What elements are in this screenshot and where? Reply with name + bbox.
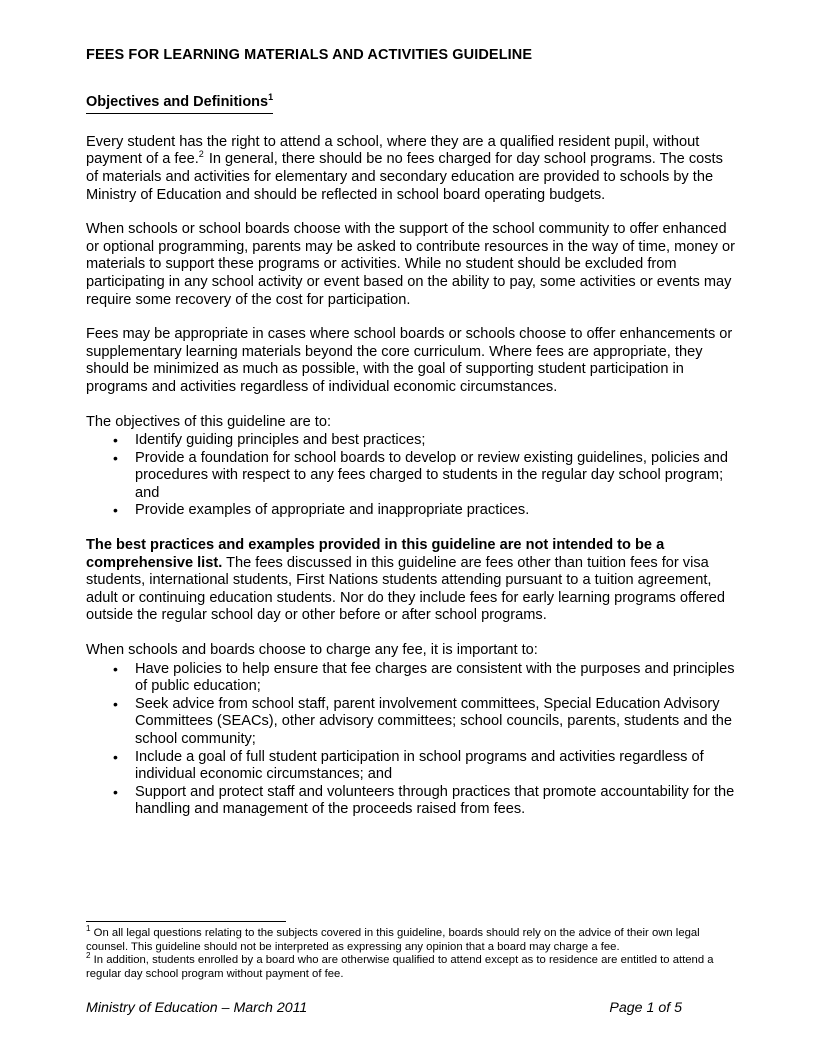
document-body [86,47,738,836]
footer-source: Ministry of Education – March 2011 [86,1000,308,1016]
paragraph-4 [86,537,738,625]
paragraph-4-rest: The fees discussed in this guideline are fees other than tuition fees for visa students, international students, First Nations students attending pursuant to a tuition agreement, adult or continuing education students. Nor do they include fees for early learning programs offered outside the regular school day or other before or after school programs. [86,554,725,624]
list-item: • Seek advice from school staff, parent involvement committees, Special Education Advisory Committees (SEACs), other advisory committees; school councils, parents, students and the school community; [86,696,738,749]
footnote-1-text: On all legal questions relating to the subjects covered in this guideline, boards should rely on the advice of their own legal counsel. This guideline should not be interpreted as expressing any opinion that a board may charge a fee. [86,927,700,953]
paragraph-1-part2: In general, there should be no fees charged for day school programs. The costs of materials and activities for elementary and secondary education are provided to schools by the Ministry of Education and should be reflected in school board operating budgets. [86,151,723,203]
list-item: • Include a goal of full student participation in school programs and activities regardless of individual economic circumstances; and [86,749,738,784]
footnote-2-text: In addition, students enrolled by a board who are otherwise qualified to attend except as to residence are entitled to attend a regular day school program without payment of fee. [86,954,714,980]
list-item: • Provide examples of appropriate and inappropriate practices. [86,502,738,520]
footnote-1-marker: 1 [86,924,91,934]
footnotes-section [86,921,738,981]
list-item: • Identify guiding principles and best practices; [86,432,738,450]
footer-page-number: Page 1 of 5 [609,1000,682,1016]
footnote-1 [86,924,738,954]
paragraph-3: Fees may be appropriate in cases where school boards or schools choose to offer enhancements or supplementary learning materials beyond the core curriculum. Where fees are appropriate, they should be minimized as much as possible, with the goal of supporting student participation in programs and activities regardless of individual economic circumstances. [86,326,733,395]
footnote-2-marker: 2 [86,951,91,961]
paragraph-1-part1: Every student has the right to attend a school, where they are a qualified resident pupil, without payment of a fee. [86,133,700,168]
footnote-marker-2: 2 [198,149,204,160]
charging-intro: When schools and boards choose to charge any fee, it is important to: [86,642,538,659]
list-item: • Have policies to help ensure that fee charges are consistent with the purposes and principles of public education; [86,661,738,696]
objectives-intro: The objectives of this guideline are to: [86,413,331,430]
list-item: • Provide a foundation for school boards to develop or review existing guidelines, policies and procedures with respect to any fees charged to students in the regular day school program; and [86,450,738,503]
footnote-marker-1: 1 [268,92,274,103]
page-title: FEES FOR LEARNING MATERIALS AND ACTIVITIES GUIDELINE [86,47,533,63]
list-item: • Support and protect staff and volunteers through practices that promote accountability for the handling and management of the proceeds raised from fees. [86,784,738,819]
section-heading-label: Objectives and Definitions [86,94,269,111]
paragraph-4-bold-lead: The best practices and examples provided in this guideline are not intended to be a comprehensive list. [86,537,665,571]
section-heading [86,94,738,113]
footnote-2 [86,951,738,981]
objectives-list [86,432,738,520]
charging-list [86,661,738,819]
footnote-separator-rule [86,921,286,922]
paragraph-1 [86,134,738,204]
page-footer [86,1000,682,1016]
paragraph-2: When schools or school boards choose with the support of the school community to offer enhanced or optional programming, parents may be asked to contribute resources in the way of time, money or materials to support these programs or activities. While no student should be excluded from participating in any school activity or event based on the ability to pay, some activities or events may require some recovery of the cost for participation. [86,221,735,308]
